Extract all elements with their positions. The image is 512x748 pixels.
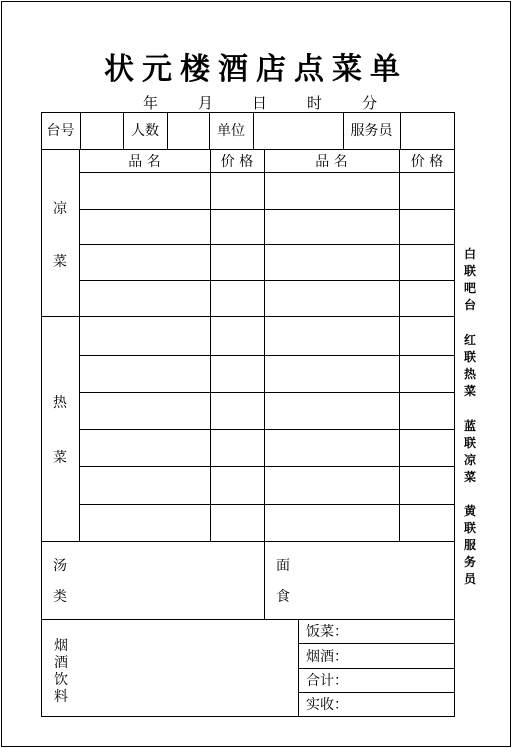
waiter-label: 服务员: [350, 123, 393, 139]
guests-label: 人数: [131, 123, 159, 139]
price-header-right: 价 格: [410, 154, 444, 170]
cold-dish-char-1: 凉: [53, 201, 67, 217]
soup-char-2: 类: [53, 589, 67, 605]
noodle-char-1: 面: [276, 558, 290, 574]
page-title: 状元楼酒店点菜单: [104, 52, 408, 87]
copy-note-yellow: 黄 联 服 务 员: [463, 504, 476, 586]
drinks-char-2: 酒: [54, 655, 68, 671]
rice-total-label: 饭菜：: [306, 624, 348, 640]
day-label: 日: [252, 94, 268, 112]
unit-label: 单位: [217, 123, 245, 139]
received-label: 实收：: [306, 697, 348, 713]
drinks-label: [53, 638, 69, 706]
grand-total-label: 合计：: [306, 673, 348, 689]
hot-dish-char-2: 菜: [53, 450, 67, 466]
hour-label: 时: [307, 94, 323, 112]
drinks-char-3: 饮: [54, 672, 68, 688]
order-form-table: [41, 112, 455, 717]
copy-note-red: 红 联 热 菜: [463, 333, 476, 398]
tobacco-wine-total-label: 烟酒：: [306, 649, 348, 665]
month-label: 月: [198, 94, 214, 112]
drinks-char-1: 烟: [54, 638, 68, 654]
soup-char-1: 汤: [53, 558, 67, 574]
cold-dish-char-2: 菜: [53, 254, 67, 270]
drinks-char-4: 料: [54, 689, 68, 705]
copy-note-white: 白 联 吧 台: [463, 247, 476, 312]
copy-note-blue: 蓝 联 凉 菜: [463, 419, 476, 484]
minute-label: 分: [362, 94, 378, 112]
table-no-label: 台号: [46, 123, 75, 139]
hot-dish-char-1: 热: [53, 395, 67, 411]
price-header-left: 价 格: [220, 154, 254, 170]
noodle-char-2: 食: [276, 589, 290, 605]
item-header-left: 品 名: [128, 154, 161, 170]
year-label: 年: [143, 94, 159, 112]
item-header-right: 品 名: [315, 154, 348, 170]
